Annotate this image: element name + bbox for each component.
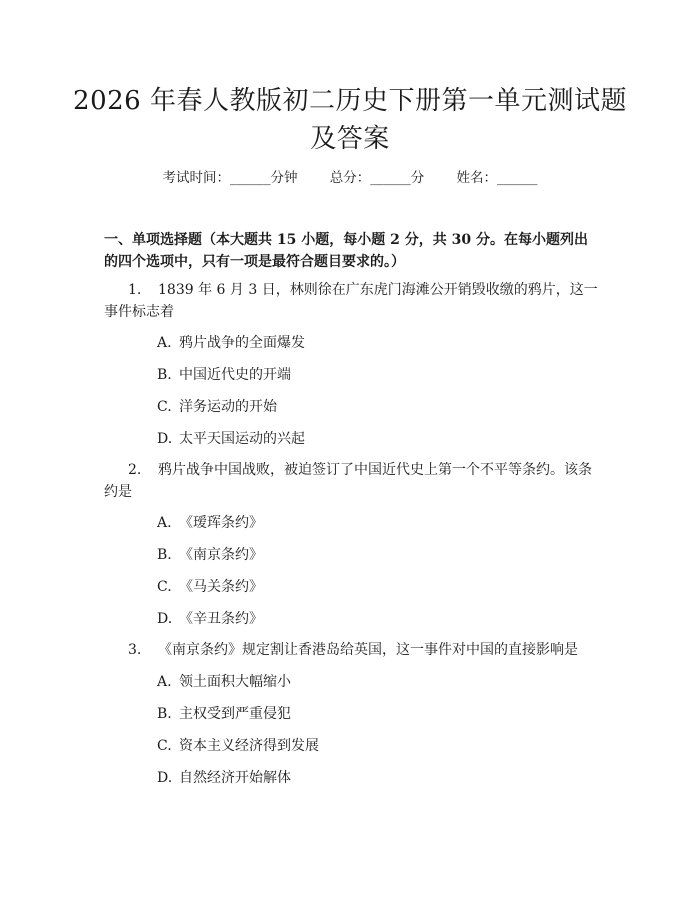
question-1-option-d xyxy=(157,429,305,449)
question-stem: 《南京条约》规定割让香港岛给英国，这一事件对中国的直接影响是 xyxy=(158,642,578,658)
option-text: 《辛丑条约》 xyxy=(179,611,263,627)
option-letter: B. xyxy=(157,547,172,563)
option-text: 自然经济开始解体 xyxy=(179,770,291,786)
option-text: 《马关条约》 xyxy=(179,579,263,595)
question-2-option-c xyxy=(157,577,263,597)
option-letter: B. xyxy=(157,706,172,722)
question-stem: 鸦片战争中国战败，被迫签订了中国近代史上第一个不平等条约。该条约是 xyxy=(104,462,592,500)
question-3 xyxy=(104,639,600,661)
section-heading: 一、单项选择题（本大题共 15 小题，每小题 2 分，共 30 分。在每小题列出的四个选项中，只有一项是最符合题目要求的。） xyxy=(104,232,588,270)
option-text: 领土面积大幅缩小 xyxy=(179,674,291,690)
question-2-option-a xyxy=(157,513,263,533)
exam-name-label: 姓名：______ xyxy=(456,170,538,186)
exam-score-label: 总分：______分 xyxy=(329,170,425,186)
option-letter: B. xyxy=(157,367,172,383)
option-letter: D. xyxy=(157,431,173,447)
option-text: 主权受到严重侵犯 xyxy=(179,706,291,722)
option-letter: C. xyxy=(157,399,172,415)
document-title: 2026 年春人教版初二历史下册第一单元测试题及答案 xyxy=(73,86,627,154)
exam-meta xyxy=(0,168,700,188)
question-2 xyxy=(104,459,600,503)
option-text: 太平天国运动的兴起 xyxy=(179,431,305,447)
question-3-option-a xyxy=(157,672,291,692)
option-letter: C. xyxy=(157,738,172,754)
question-number: 2. xyxy=(128,462,142,478)
question-1-option-b xyxy=(157,365,291,385)
option-text: 中国近代史的开端 xyxy=(179,367,291,383)
option-letter: C. xyxy=(157,579,172,595)
option-letter: A. xyxy=(157,674,172,690)
question-1-option-c xyxy=(157,397,277,417)
question-number: 1. xyxy=(128,282,142,298)
option-letter: D. xyxy=(157,770,173,786)
question-2-option-d xyxy=(157,609,263,629)
question-3-option-c xyxy=(157,736,319,756)
option-text: 资本主义经济得到发展 xyxy=(179,738,319,754)
option-letter: A. xyxy=(157,515,172,531)
question-1-option-a xyxy=(157,333,305,353)
exam-time-label: 考试时间：______分钟 xyxy=(162,170,298,186)
option-letter: A. xyxy=(157,335,172,351)
question-3-option-b xyxy=(157,704,291,724)
question-3-option-d xyxy=(157,768,291,788)
question-1 xyxy=(104,279,600,323)
option-text: 《南京条约》 xyxy=(179,547,263,563)
option-text: 鸦片战争的全面爆发 xyxy=(179,335,305,351)
question-number: 3. xyxy=(128,642,142,658)
question-stem: 1839 年 6 月 3 日，林则徐在广东虎门海滩公开销毁收缴的鸦片，这一事件标志着 xyxy=(104,282,598,320)
option-text: 《瑷珲条约》 xyxy=(179,515,263,531)
option-letter: D. xyxy=(157,611,173,627)
question-2-option-b xyxy=(157,545,263,565)
option-text: 洋务运动的开始 xyxy=(179,399,277,415)
